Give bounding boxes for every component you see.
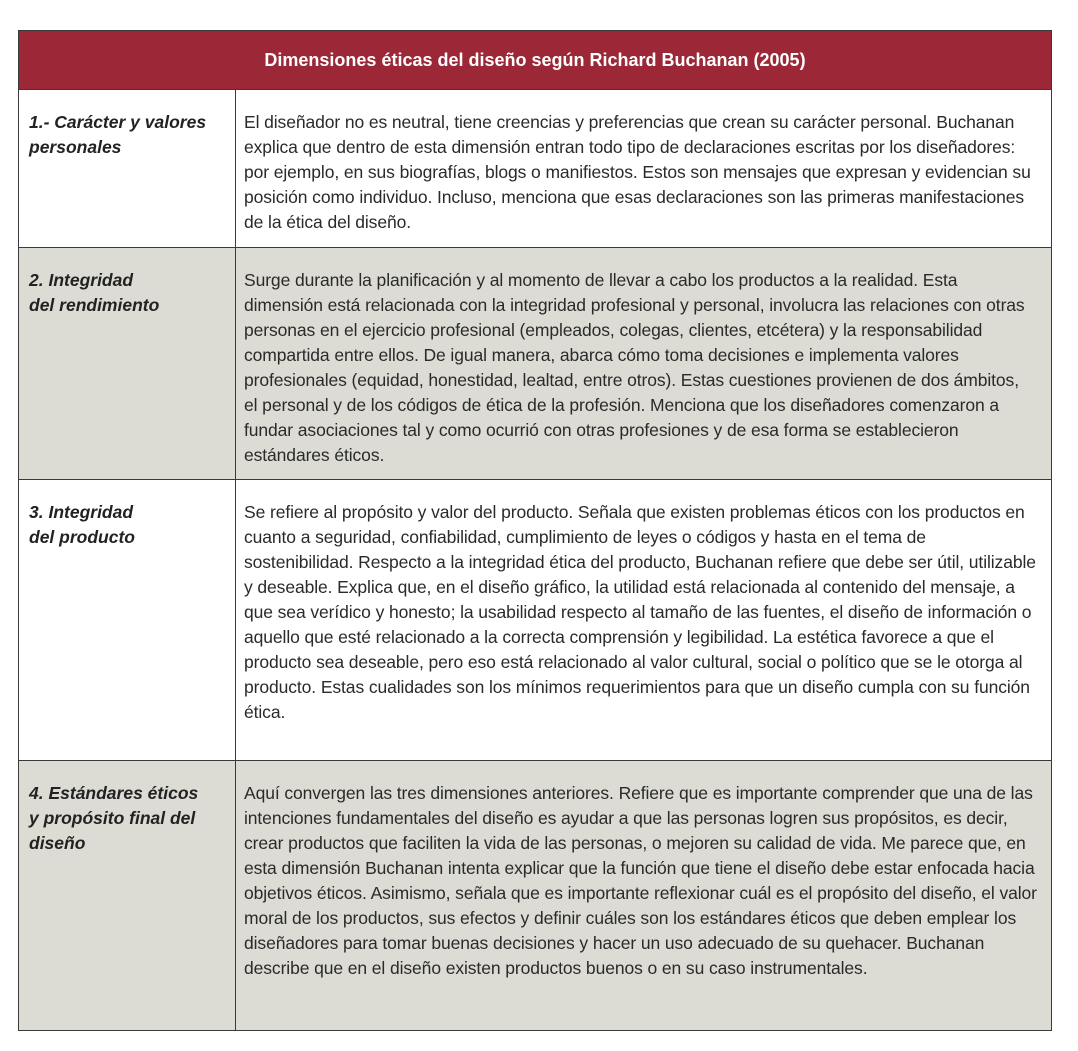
- dimension-label: 2. Integridad del rendimiento: [19, 248, 236, 479]
- ethics-dimensions-table: [18, 30, 1052, 1031]
- table-title: Dimensiones éticas del diseño según Richard Buchanan (2005): [19, 31, 1051, 90]
- dimension-label: 1.- Carácter y valores personales: [19, 90, 236, 247]
- dimension-description: Se refiere al propósito y valor del producto. Señala que existen problemas éticos con los productos en cuanto a seguridad, confiabilidad, cumplimiento de leyes o códigos y hasta en el tema de sostenibilidad. Respecto a la integridad ética del producto, Buchanan refiere que debe ser útil, utilizable y deseable. Explica que, en el diseño gráfico, la utilidad está relacionada al contenido del mensaje, a que sea verídico y honesto; la usabilidad respecto al tamaño de las fuentes, el diseño de información o aquello que esté relacionado a la correcta comprensión y legibilidad. La estética favorece a que el producto sea deseable, pero eso está relacionado al valor cultural, social o político que se le otorga al producto. Estas cualidades son los mínimos requerimientos para que un diseño cumpla con su función ética.: [244, 502, 1036, 722]
- dimension-description: Aquí convergen las tres dimensiones anteriores. Refiere que es importante comprender que una de las intenciones fundamentales del diseño es ayudar a que las personas logren sus propósitos, es decir, crear productos que faciliten la vida de las personas, o mejoren su calidad de vida. Me parece que, en esta dimensión Buchanan intenta explicar que la función que tiene el diseño debe estar enfocada hacia objetivos éticos. Asimismo, señala que es importante reflexionar cuál es el propósito del diseño, el valor moral de los productos, sus efectos y definir cuáles son los estándares éticos que deben emplear los diseñadores para tomar buenas decisiones y hacer un uso adecuado de su quehacer. Buchanan describe que en el diseño existen productos buenos o en su caso instrumentales.: [244, 783, 1037, 978]
- dimension-label: 3. Integridad del producto: [19, 480, 236, 760]
- table-row: [19, 248, 1051, 480]
- table-row: [19, 90, 1051, 248]
- dimension-description: Surge durante la planificación y al momento de llevar a cabo los productos a la realidad. Esta dimensión está relacionada con la integridad profesional y personal, involucra las relaciones con otras personas en el ejercicio profesional (empleados, colegas, clientes, etcétera) y la responsabilidad compartida entre ellos. De igual manera, abarca cómo toma decisiones e implementa valores profesionales (equidad, honestidad, lealtad, entre otros). Estas cuestiones provienen de dos ámbitos, el personal y de los códigos de ética de la profesión. Menciona que los diseñadores comenzaron a fundar asociaciones tal y como ocurrió con otras profesiones y de esa forma se establecieron estándares éticos.: [244, 270, 1025, 465]
- dimension-label: 4. Estándares éticos y propósito final del diseño: [19, 761, 236, 1030]
- dimension-description: El diseñador no es neutral, tiene creencias y preferencias que crean su carácter personal. Buchanan explica que dentro de esta dimensión entran todo tipo de declaraciones escritas por los diseñadores: por ejemplo, en sus biografías, blogs o manifiestos. Estos son mensajes que expresan y evidencian su posición como individuo. Incluso, menciona que esas declaraciones son las primeras manifestaciones de la ética del diseño.: [244, 112, 1031, 232]
- table-row: [19, 761, 1051, 1030]
- table-row: [19, 480, 1051, 761]
